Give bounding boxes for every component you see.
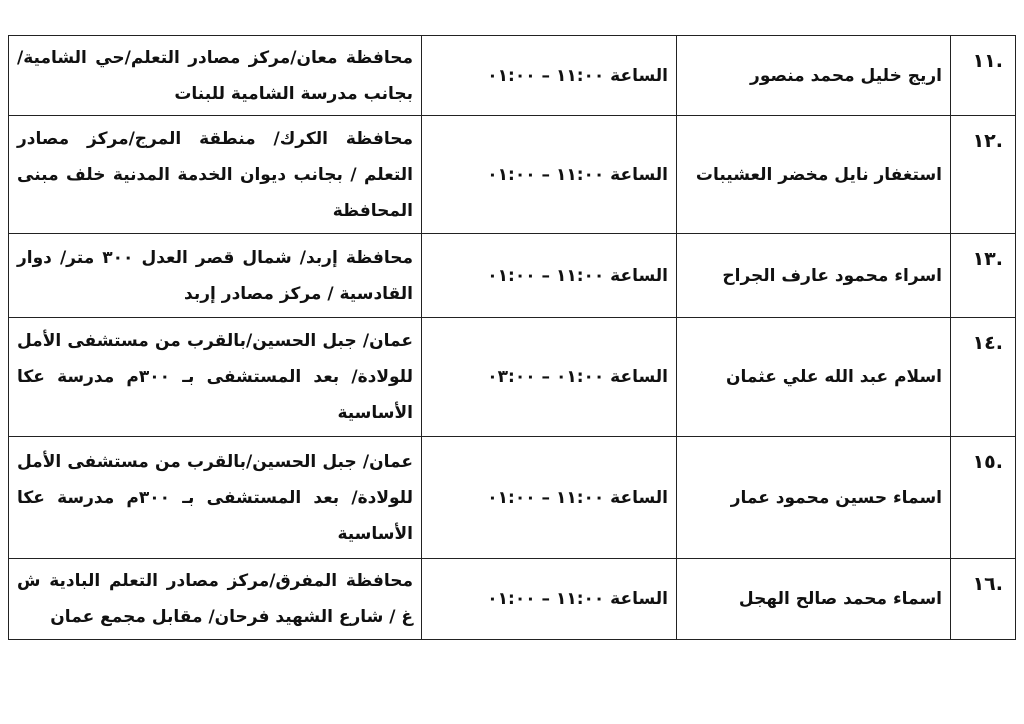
- table-row: [9, 36, 1016, 116]
- person-name: اسماء حسين محمود عمار: [677, 437, 951, 559]
- table-row: [9, 437, 1016, 559]
- person-name: اسراء محمود عارف الجراح: [677, 234, 951, 318]
- table-row: [9, 234, 1016, 318]
- row-number: .١٦: [951, 559, 1016, 640]
- row-number: .١٤: [951, 318, 1016, 437]
- row-number: .١٥: [951, 437, 1016, 559]
- schedule-sheet: [8, 35, 1016, 640]
- row-number: .١٢: [951, 116, 1016, 234]
- table-row: [9, 559, 1016, 640]
- table-row: [9, 318, 1016, 437]
- time-slot: الساعة ١١:٠٠ – ٠١:٠٠: [422, 559, 677, 640]
- row-number: .١١: [951, 36, 1016, 116]
- address: عمان/ جبل الحسين/بالقرب من مستشفى الأمل للولادة/ بعد المستشفى بـ ٣٠٠م مدرسة عكا الأساسية: [9, 437, 422, 559]
- person-name: اريج خليل محمد منصور: [677, 36, 951, 116]
- address: محافظة معان/مركز مصادر التعلم/حي الشامية/ بجانب مدرسة الشامية للبنات: [9, 36, 422, 116]
- time-slot: الساعة ٠١:٠٠ – ٠٣:٠٠: [422, 318, 677, 437]
- time-slot: الساعة ١١:٠٠ – ٠١:٠٠: [422, 36, 677, 116]
- address: محافظة إربد/ شمال قصر العدل ٣٠٠ متر/ دوار القادسية / مركز مصادر إربد: [9, 234, 422, 318]
- time-slot: الساعة ١١:٠٠ – ٠١:٠٠: [422, 437, 677, 559]
- schedule-table: [8, 35, 1016, 640]
- address: عمان/ جبل الحسين/بالقرب من مستشفى الأمل للولادة/ بعد المستشفى بـ ٣٠٠م مدرسة عكا الأساسية: [9, 318, 422, 437]
- time-slot: الساعة ١١:٠٠ – ٠١:٠٠: [422, 234, 677, 318]
- person-name: اسلام عبد الله علي عثمان: [677, 318, 951, 437]
- person-name: اسماء محمد صالح الهجل: [677, 559, 951, 640]
- time-slot: الساعة ١١:٠٠ – ٠١:٠٠: [422, 116, 677, 234]
- address: محافظة المفرق/مركز مصادر التعلم البادية ش غ / شارع الشهيد فرحان/ مقابل مجمع عمان: [9, 559, 422, 640]
- address: محافظة الكرك/ منطقة المرج/مركز مصادر التعلم / بجانب ديوان الخدمة المدنية خلف مبنى المحافظة: [9, 116, 422, 234]
- person-name: استغفار نايل مخضر العشيبات: [677, 116, 951, 234]
- table-row: [9, 116, 1016, 234]
- row-number: .١٣: [951, 234, 1016, 318]
